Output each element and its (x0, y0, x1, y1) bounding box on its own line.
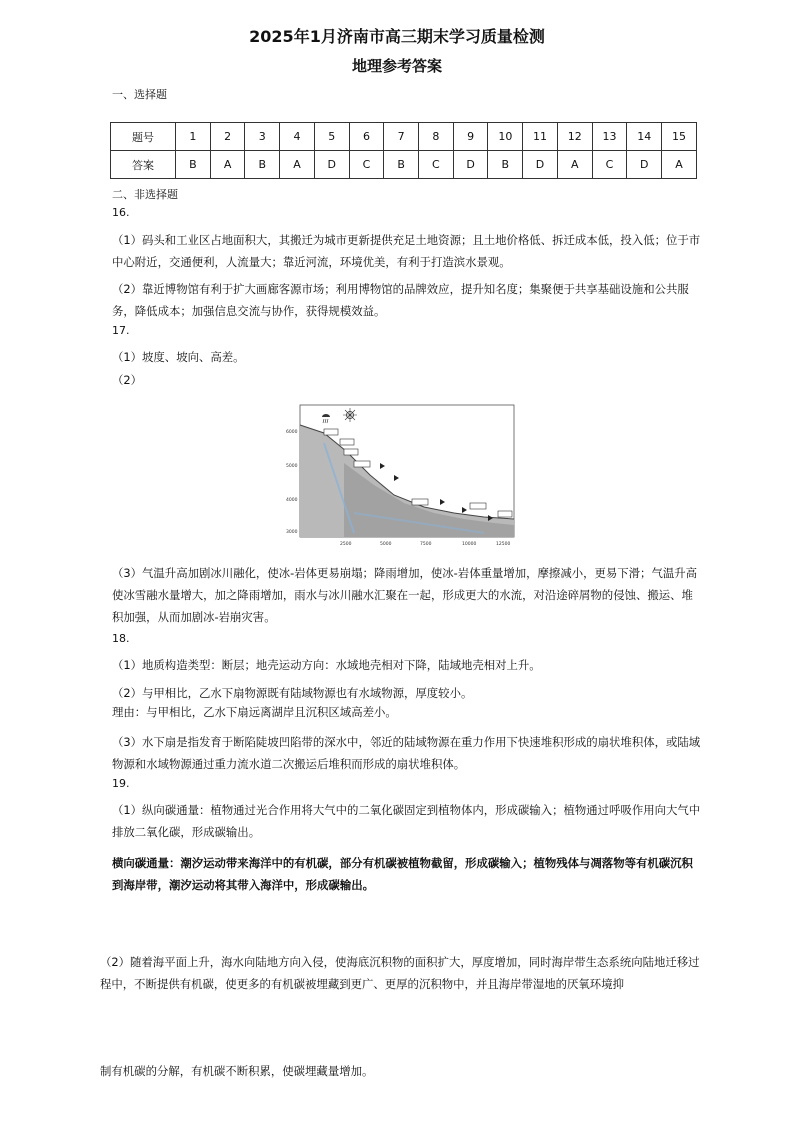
table-cell-number: 10 (488, 123, 523, 151)
q17-answer-3: （3）气温升高加剧冰川融化，使冰-岩体更易崩塌；降雨增加，使冰-岩体重量增加，摩擦减小，更易下滑；气温升高使冰雪融水量增大，加之降雨增加，雨水与冰川融水汇聚在一起，形成更大的水流，对沿途碎屑物的侵蚀、搬运、堆积加强，从而加剧冰-岩崩灾害。 (112, 566, 698, 624)
table-cell-number: 11 (523, 123, 558, 151)
y-tick-label: 4000 (286, 498, 298, 503)
question-number-19: 19. (112, 777, 130, 790)
table-cell-answer: D (314, 151, 349, 179)
q18-answer-1: （1）地质构造类型：断层；地壳运动方向：水域地壳相对下降，陆域地壳相对上升。 (112, 658, 541, 672)
table-cell-number: 15 (662, 123, 697, 151)
table-cell-number: 7 (384, 123, 419, 151)
q17-answer-1: （1）坡度、坡向、高差。 (112, 350, 245, 364)
slope-diagram (284, 403, 516, 551)
question-number-16: 16. (112, 206, 130, 219)
table-cell-number: 14 (627, 123, 662, 151)
table-cell-number: 5 (314, 123, 349, 151)
table-cell-answer: A (662, 151, 697, 179)
table-cell-number: 8 (419, 123, 454, 151)
table-cell-number: 9 (453, 123, 488, 151)
table-cell-number: 6 (349, 123, 384, 151)
page-subtitle: 地理参考答案 (351, 57, 442, 75)
table-cell-answer: B (176, 151, 211, 179)
q19-answer-1: （1）纵向碳通量：植物通过光合作用将大气中的二氧化碳固定到植物体内，形成碳输入；植物通过呼吸作用向大气中排放二氧化碳，形成碳输出。 (112, 803, 701, 839)
table-cell-answer: B (488, 151, 523, 179)
question-number-17: 17. (112, 324, 130, 337)
x-tick-label: 5000 (380, 542, 392, 547)
x-tick-label: 2500 (340, 542, 352, 547)
table-cell-number: 3 (245, 123, 280, 151)
table-cell-answer: C (349, 151, 384, 179)
q18-answer-3: （3）水下扇是指发育于断陷陡坡凹陷带的深水中，邻近的陆域物源在重力作用下快速堆积形成的扇状堆积体，或陆域物源和水域物源通过重力流水道二次搬运后堆积而形成的扇状堆积体。 (112, 735, 701, 771)
q16-answer-1: （1）码头和工业区占地面积大，其搬迁为城市更新提供充足土地资源；且土地价格低、拆迁成本低，投入低；位于市中心附近，交通便利，人流量大；靠近河流，环境优美，有利于打造滨水景观。 (112, 233, 701, 269)
table-cell-answer: C (419, 151, 454, 179)
table-cell-number: 2 (210, 123, 245, 151)
q16-answer-2: （2）靠近博物馆有利于扩大画廊客源市场；利用博物馆的品牌效应，提升知名度；集聚便于共享基础设施和公共服务，降低成本；加强信息交流与协作，获得规模效益。 (112, 282, 689, 318)
table-cell-answer: A (557, 151, 592, 179)
q17-answer-2: （2） (112, 373, 143, 387)
x-tick-label: 12500 (496, 542, 511, 547)
q19-answer-2: 横向碳通量：潮汐运动带来海洋中的有机碳，部分有机碳被植物截留，形成碳输入；植物残体与凋落物等有机碳沉积到海岸带，潮汐运动将其带入海洋中，形成碳输出。 (112, 856, 693, 892)
x-tick-label: 10000 (462, 542, 477, 547)
q19-answer-4: 制有机碳的分解，有机碳不断积累，使碳埋藏量增加。 (100, 1064, 374, 1078)
q19-answer-3: （2）随着海平面上升，海水向陆地方向入侵，使海底沉积物的面积扩大，厚度增加，同时海岸带生态系统向陆地迁移过程中，不断提供有机碳，使更多的有机碳被埋藏到更广、更厚的沉积物中，并且海岸带湿地的厌氧环境抑 (100, 955, 700, 991)
table-cell-answer: B (245, 151, 280, 179)
table-cell-number: 12 (557, 123, 592, 151)
table-header-number: 题号 (111, 123, 176, 151)
q18-answer-2-reason: 理由：与甲相比，乙水下扇远离湖岸且沉积区域高差小。 (112, 705, 397, 719)
table-row-numbers (111, 123, 697, 151)
table-cell-number: 1 (176, 123, 211, 151)
section-heading-open: 二、非选择题 (112, 188, 178, 201)
table-cell-answer: D (627, 151, 662, 179)
answer-table (110, 122, 697, 179)
table-cell-answer: D (453, 151, 488, 179)
section-heading-choice: 一、选择题 (112, 88, 167, 101)
page-title: 2025年1月济南市高三期末学习质量检测 (249, 27, 545, 46)
table-cell-number: 13 (592, 123, 627, 151)
table-cell-answer: C (592, 151, 627, 179)
table-cell-answer: A (210, 151, 245, 179)
table-cell-answer: B (384, 151, 419, 179)
q18-answer-2: （2）与甲相比，乙水下扇物源既有陆域物源也有水域物源，厚度较小。 (112, 686, 473, 700)
table-cell-answer: D (523, 151, 558, 179)
table-row-answers (111, 151, 697, 179)
question-number-18: 18. (112, 632, 130, 645)
y-tick-label: 6000 (286, 430, 298, 435)
x-tick-label: 7500 (420, 542, 432, 547)
y-tick-label: 3000 (286, 530, 298, 535)
table-cell-answer: A (280, 151, 315, 179)
table-header-answer: 答案 (111, 151, 176, 179)
table-cell-number: 4 (280, 123, 315, 151)
y-tick-label: 5000 (286, 464, 298, 469)
